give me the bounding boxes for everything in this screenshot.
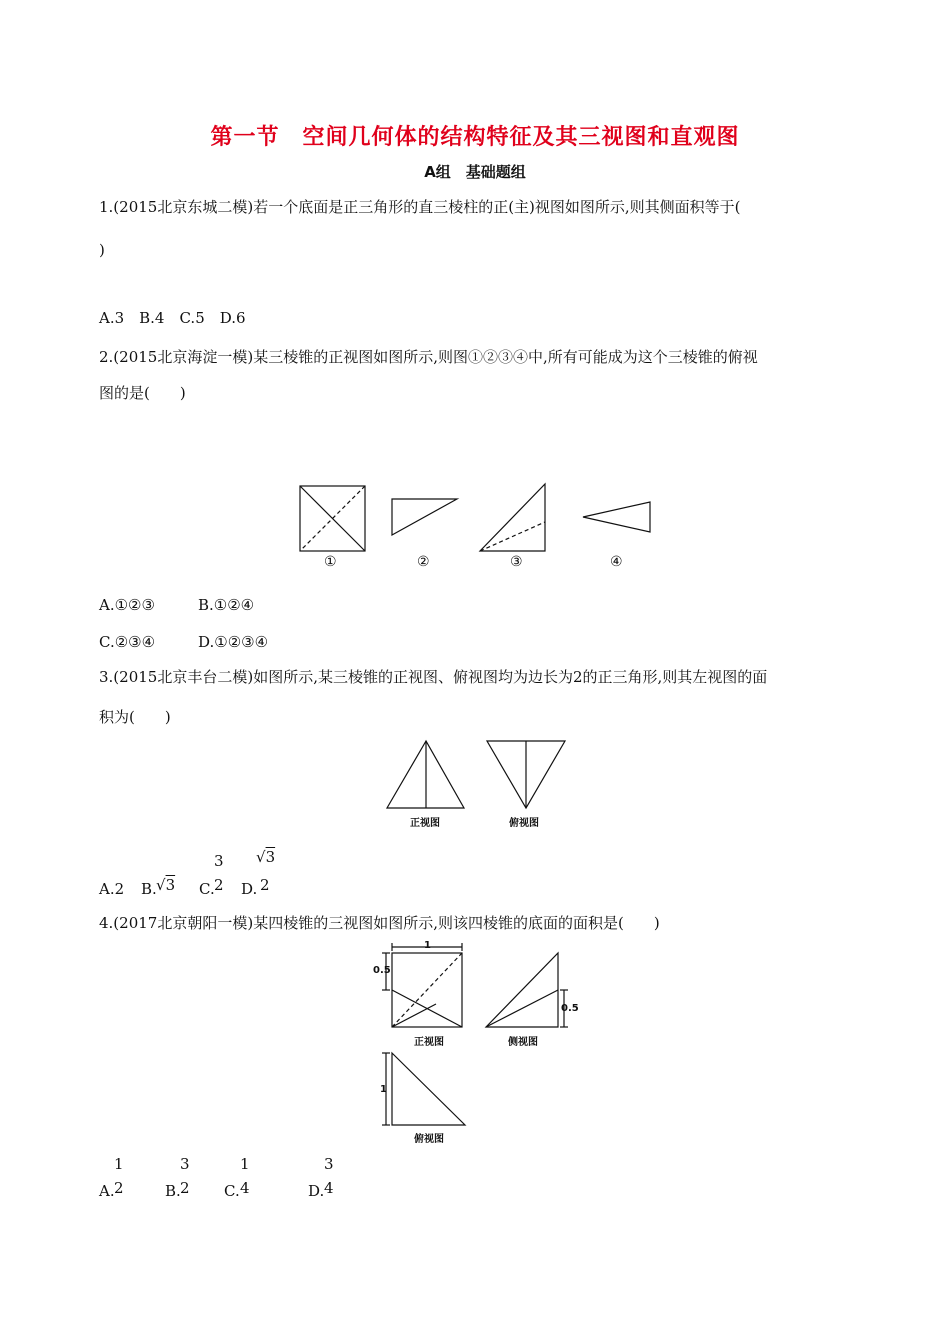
q4-dim-top: 1	[424, 940, 431, 951]
sqrt-icon: √	[156, 876, 166, 894]
q3-stem: 3.(2015北京丰台二模)如图所示,某三棱锥的正视图、俯视图均为边长为2的正三角形,则其左视图的面	[99, 668, 768, 686]
q4-option-d-den: 4	[324, 1179, 334, 1197]
q2-stem: 2.(2015北京海淀一模)某三棱锥的正视图如图所示,则图①②③④中,所有可能成为这个三棱锥的俯视	[99, 348, 758, 366]
fig-label-1: ①	[324, 554, 337, 570]
q1-stem: 1.(2015北京东城二模)若一个底面是正三角形的直三棱柱的正(主)视图如图所示,则其侧面积等于(	[99, 198, 741, 216]
q4-side-label: 侧视图	[508, 1037, 538, 1048]
q4-option-c-num: 1	[240, 1155, 250, 1173]
q4-side-edge	[486, 990, 558, 1027]
q4-front-edge-2	[392, 1004, 436, 1027]
section-title: 第一节 空间几何体的结构特征及其三视图和直观图	[210, 125, 740, 150]
q3-option-c-den: 2	[214, 876, 224, 894]
fig-label-3: ③	[510, 554, 523, 570]
q3-option-d-prefix: D.	[241, 880, 258, 898]
fig-label-4: ④	[610, 554, 623, 570]
q1-options: A.3 B.4 C.5 D.6	[99, 309, 246, 327]
q4-top-label: 俯视图	[414, 1134, 444, 1145]
q4-side-triangle	[486, 953, 558, 1027]
q3-top-label: 俯视图	[509, 818, 539, 829]
q3-stem-end: 积为( )	[99, 708, 171, 726]
q4-front-label: 正视图	[414, 1037, 444, 1048]
q4-dim-left: 0.5	[373, 965, 391, 976]
q4-option-a-den: 2	[114, 1179, 124, 1197]
q3-option-d-den: 2	[260, 876, 270, 894]
q2-stem-end: 图的是( )	[99, 384, 186, 402]
group-heading: A组 基础题组	[424, 163, 526, 181]
q4-option-d-prefix: D.	[308, 1182, 325, 1200]
q3-option-c-prefix: C.	[199, 880, 215, 898]
q4-option-b-prefix: B.	[165, 1182, 181, 1200]
q3-option-a: A.2	[99, 880, 125, 898]
q4-option-c-prefix: C.	[224, 1182, 240, 1200]
q3-option-b-radicand: 3	[165, 876, 176, 894]
q4-dim-side: 1	[380, 1084, 387, 1095]
q4-option-b-num: 3	[180, 1155, 190, 1173]
q3-option-c-num: 3	[214, 852, 224, 870]
q4-top-triangle	[392, 1053, 465, 1125]
q3-front-label: 正视图	[410, 818, 440, 829]
q4-option-a-prefix: A.	[99, 1182, 115, 1200]
q4-option-d-num: 3	[324, 1155, 334, 1173]
q4-dim-right: 0.5	[561, 1003, 579, 1014]
q2-option-c: C.②③④	[99, 633, 156, 651]
fig-label-2: ②	[417, 554, 430, 570]
q2-option-a: A.①②③	[99, 596, 155, 614]
q4-option-a-num: 1	[114, 1155, 124, 1173]
q3-option-b-prefix: B.	[141, 880, 157, 898]
q4-front-hidden-edge	[392, 953, 462, 1027]
q2-option-b: B.①②④	[198, 596, 255, 614]
q2-option-d: D.①②③④	[198, 633, 269, 651]
q4-stem: 4.(2017北京朝阳一模)某四棱锥的三视图如图所示,则该四棱锥的底面的面积是( )	[99, 914, 660, 932]
q1-stem-end: )	[99, 241, 105, 259]
q4-option-c-den: 4	[240, 1179, 250, 1197]
q3-option-d-radicand: 3	[265, 848, 276, 866]
sqrt-icon: √	[256, 848, 266, 866]
q4-option-b-den: 2	[180, 1179, 190, 1197]
